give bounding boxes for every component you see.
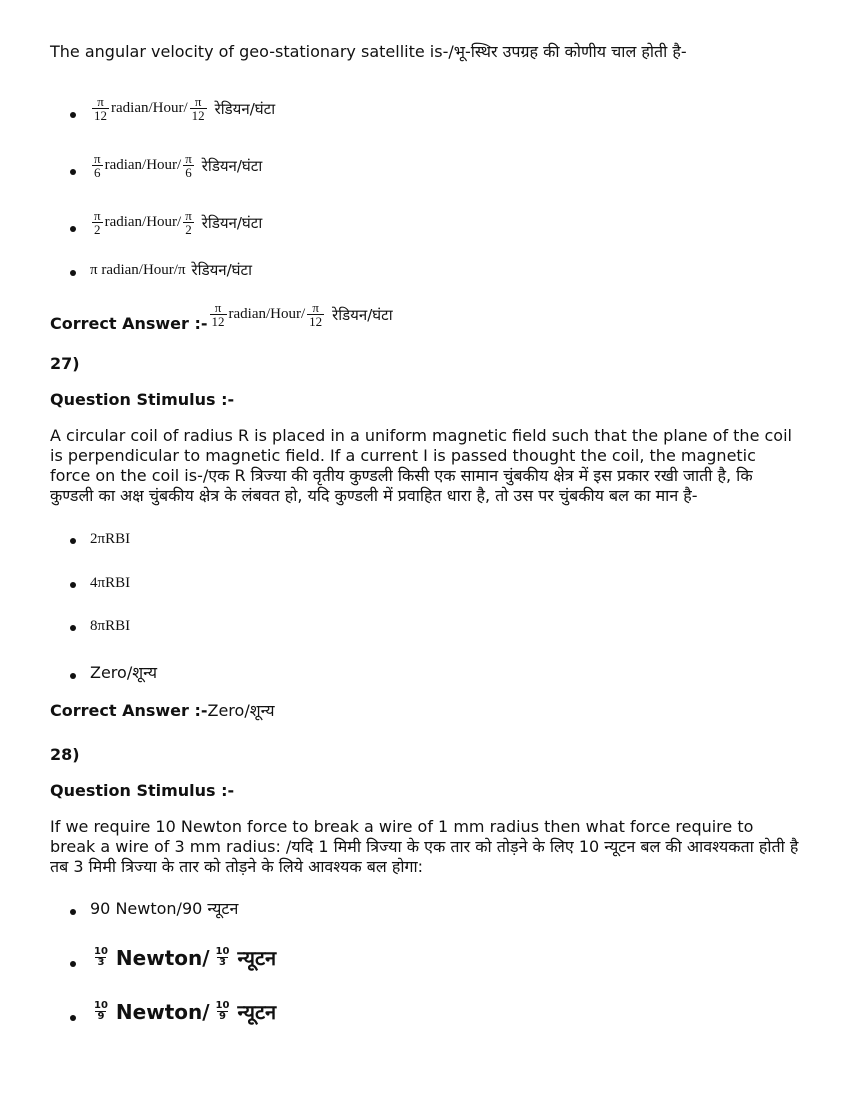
q27-stem: A circular coil of radius R is placed in a uniform magnetic field such that the plane of the coil is perpendicular to magnetic field. If a current I is passed thought the coil, the magnetic force on the coil is-/एक R त्रिज्या की वृतीय कुण्डली किसी एक सामान चुंबकीय क्षेत्र में इस प्रकार रखी जाती है, कि कुण्डली का अक्ष चुंबकीय क्षेत्र के लंबवत हो, यदि कुण्डली में प्रवाहित धारा है, तो उस पर चुंबकीय बल का मान है- [50,426,792,505]
q28-stem: If we require 10 Newton force to break a wire of 1 mm radius then what force require to break a wire of 3 mm radius: /यदि 1 मिमी त्रिज्या के एक तार को तोड़ने के लिए 10 न्यूटन बल की आवश्यकता होती है तब 3 मिमी त्रिज्या के तार को तोड़ने के लिये आवश्यक बल होगा: [50,817,799,876]
q27-options [50,516,800,683]
bullet-icon [70,270,76,276]
q27-number: 27) [50,354,80,373]
q26-option-4[interactable]: π radian/Hour/π रेडियन/घंटा [50,236,800,280]
bullet-icon [70,961,76,967]
q28-option-3[interactable]: $\frac{10}{9}$ Newton/ $\frac{10}{9}$ न्यूटन [50,971,800,1025]
q27-option-3[interactable]: 8πRBI [50,592,800,635]
q27-correct-answer: Correct Answer :-Zero/शून्य [50,701,275,720]
bullet-icon [70,538,76,544]
q27-option-2[interactable]: 4πRBI [50,548,800,592]
q26-options [50,80,800,280]
q26-option-2[interactable]: $\frac{\pi}{6}$ radian/Hour/ $\frac{\pi}{6}$ रेडियन/घंटा [50,122,800,179]
q26-stem: The angular velocity of geo-stationary satellite is-/भू-स्थिर उपग्रह की कोणीय चाल होती है- [50,42,687,61]
q28-stimulus-label: Question Stimulus :- [50,781,235,800]
question-page [50,38,800,1025]
bullet-icon [70,673,76,679]
bullet-icon [70,909,76,915]
q27-option-4[interactable]: Zero/शून्य [50,635,800,683]
bullet-icon [70,112,76,118]
q27-option-1[interactable]: 2πRBI [50,516,800,548]
q26-correct-answer: Correct Answer :- $\frac{\pi}{12}$ radian/Hour/ $\frac{\pi}{12}$ रेडियन/घंटा [50,300,393,333]
bullet-icon [70,582,76,588]
bullet-icon [70,226,76,232]
q28-options [50,885,800,1025]
q27-stimulus-label: Question Stimulus :- [50,390,235,409]
bullet-icon [70,169,76,175]
q26-option-1[interactable]: $\frac{\pi}{12}$ radian/Hour/ $\frac{\pi}{12}$ रेडियन/घंटा [50,80,800,122]
q28-option-2[interactable]: $\frac{10}{3}$ Newton/ $\frac{10}{3}$ न्यूटन [50,919,800,971]
bullet-icon [70,1015,76,1021]
q28-number: 28) [50,745,80,764]
q28-option-1[interactable]: 90 Newton/90 न्यूटन [50,885,800,919]
bullet-icon [70,625,76,631]
q26-option-3[interactable]: $\frac{\pi}{2}$ radian/Hour/ $\frac{\pi}{2}$ रेडियन/घंटा [50,179,800,236]
